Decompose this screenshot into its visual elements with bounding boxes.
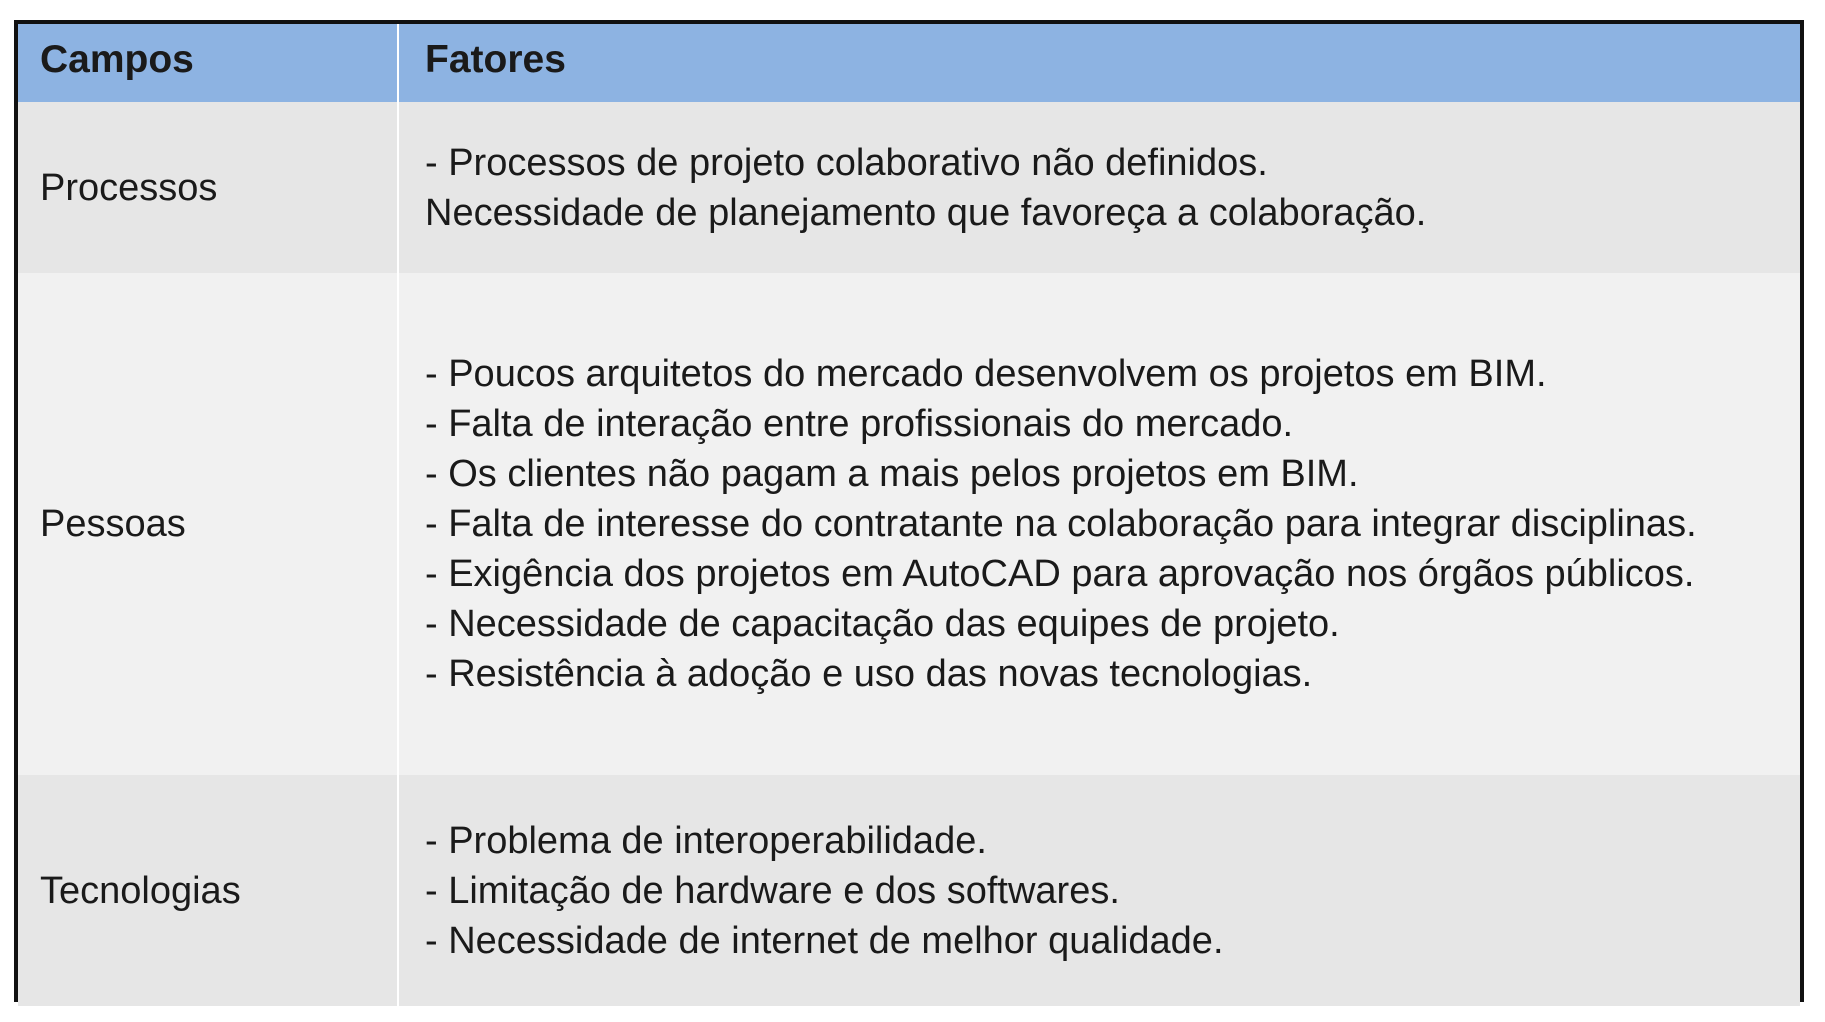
factor-item: - Falta de interesse do contratante na colaboração para integrar disciplinas. <box>425 503 1697 545</box>
factor-item: - Necessidade de capacitação das equipes de projeto. <box>425 603 1340 645</box>
header-campos: Campos <box>18 24 398 102</box>
factor-item: - Falta de interação entre profissionais do mercado. <box>425 403 1294 445</box>
factors-table-frame <box>14 20 1804 1002</box>
factor-item: - Poucos arquitetos do mercado desenvolvem os projetos em BIM. <box>425 353 1547 395</box>
fatores-pessoas <box>398 273 1800 775</box>
campo-processos: Processos <box>40 166 218 209</box>
factor-item: - Processos de projeto colaborativo não definidos. <box>425 141 1268 184</box>
factor-item: - Exigência dos projetos em AutoCAD para aprovação nos órgãos públicos. <box>425 553 1695 595</box>
factor-item: - Limitação de hardware e dos softwares. <box>425 869 1120 912</box>
factor-item: - Resistência à adoção e uso das novas tecnologias. <box>425 653 1313 695</box>
table-row-processos <box>18 102 1800 273</box>
table-row-pessoas <box>18 273 1800 775</box>
factor-item: - Problema de interoperabilidade. <box>425 819 987 862</box>
campo-tecnologias: Tecnologias <box>40 869 241 912</box>
table-header <box>18 24 1800 102</box>
factor-item: Necessidade de planejamento que favoreça a colaboração. <box>425 191 1427 234</box>
header-row <box>18 24 1800 102</box>
campo-pessoas: Pessoas <box>40 503 186 545</box>
factor-item: - Necessidade de internet de melhor qualidade. <box>425 919 1224 962</box>
table-row-tecnologias <box>18 775 1800 1006</box>
header-fatores: Fatores <box>398 24 1800 102</box>
fatores-processos <box>398 102 1800 273</box>
factor-item: - Os clientes não pagam a mais pelos projetos em BIM. <box>425 453 1359 495</box>
fatores-tecnologias <box>398 775 1800 1006</box>
table-body <box>18 102 1800 1006</box>
factors-table <box>18 24 1800 1006</box>
